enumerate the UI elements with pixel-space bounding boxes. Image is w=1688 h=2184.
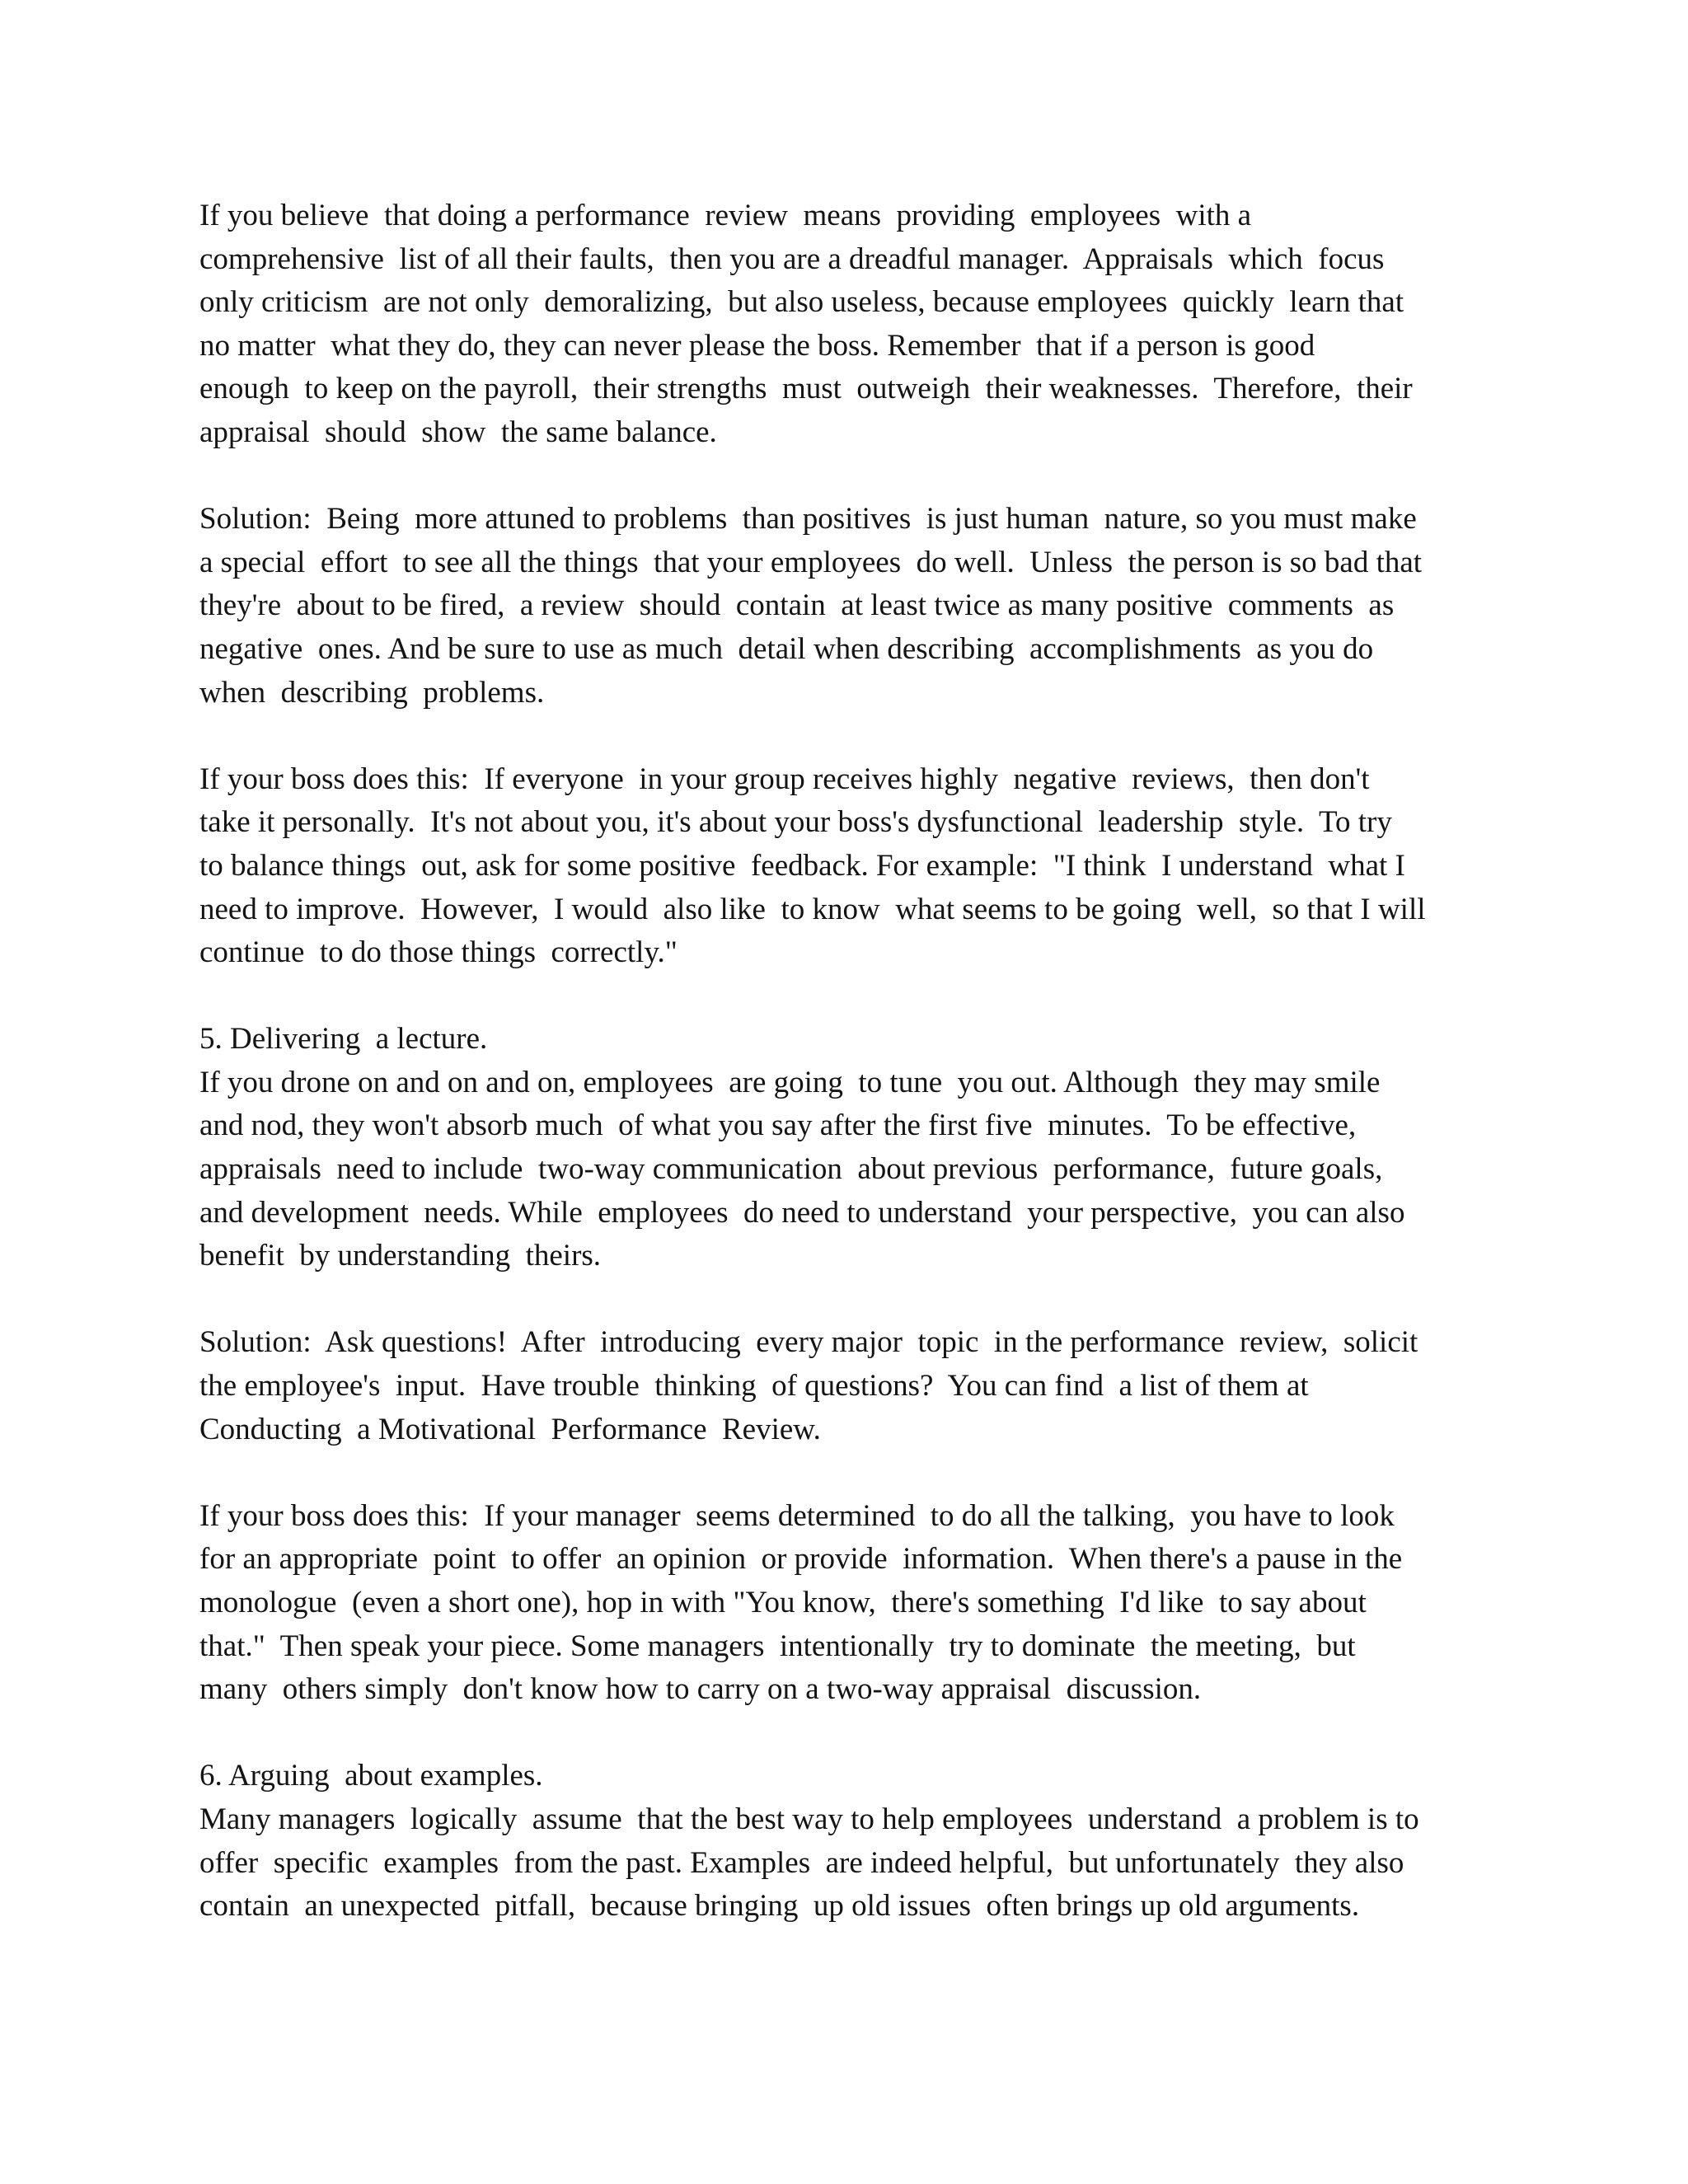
paragraph	[199, 194, 1510, 455]
text-line: 6. Arguing about examples.	[199, 1759, 543, 1793]
text-line: If you drone on and on and on, employees are going to tune you out. Although they may smile	[199, 1065, 1381, 1099]
text-line: enough to keep on the payroll, their strengths must outweigh their weaknesses. Therefore, their	[199, 372, 1413, 406]
text-line: continue to do those things correctly."	[199, 935, 678, 970]
text-line: benefit by understanding theirs.	[199, 1239, 602, 1273]
text-line: negative ones. And be sure to use as much detail when describing accomplishments as you do	[199, 631, 1374, 666]
text-line: and development needs. While employees do need to understand your perspective, you can also	[199, 1195, 1405, 1230]
text-line: If you believe that doing a performance review means providing employees with a	[199, 199, 1252, 232]
text-line: contain an unexpected pitfall, because bringing up old issues often brings up old arguments.	[199, 1889, 1360, 1924]
text-line: only criticism are not only demoralizing, but also useless, because employees quickly learn that	[199, 285, 1404, 320]
text-line: and nod, they won't absorb much of what you say after the first five minutes. To be effective,	[199, 1108, 1357, 1143]
text-line: 5. Delivering a lecture.	[199, 1022, 488, 1057]
text-line: need to improve. However, I would also like to know what seems to be going well, so that I will	[199, 892, 1426, 926]
text-line: comprehensive list of all their faults, then you are a dreadful manager. Appraisals which focus	[199, 241, 1385, 276]
text-line: take it personally. It's not about you, it's about your boss's dysfunctional leadership style. To try	[199, 805, 1392, 840]
paragraph	[199, 1321, 1510, 1451]
text-line: no matter what they do, they can never please the boss. Remember that if a person is good	[199, 328, 1315, 363]
text-line: Solution: Ask questions! After introducing every major topic in the performance review, solicit	[199, 1325, 1418, 1360]
text-line: offer specific examples from the past. Examples are indeed helpful, but unfortunately they also	[199, 1845, 1404, 1880]
text-line: many others simply don't know how to carry on a two-way appraisal discussion.	[199, 1672, 1202, 1707]
paragraph	[199, 1018, 1510, 1278]
text-line: for an appropriate point to offer an opinion or provide information. When there's a pause in the	[199, 1542, 1403, 1577]
text-line: appraisals need to include two-way communication about previous performance, future goals,	[199, 1152, 1383, 1187]
text-line: Many managers logically assume that the best way to help employees understand a problem is to	[199, 1802, 1419, 1836]
text-line: when describing problems.	[199, 675, 545, 710]
paragraph	[199, 1495, 1510, 1712]
text-line: that." Then speak your piece. Some managers intentionally try to dominate the meeting, but	[199, 1629, 1356, 1663]
document-body	[199, 194, 1510, 1971]
paragraph	[199, 1755, 1510, 1928]
paragraph	[199, 758, 1510, 975]
text-line: a special effort to see all the things that your employees do well. Unless the person is so bad that	[199, 545, 1423, 579]
text-line: they're about to be fired, a review should contain at least twice as many positive comments as	[199, 588, 1395, 623]
text-line: Conducting a Motivational Performance Review.	[199, 1412, 821, 1446]
text-line: If your boss does this: If everyone in your group receives highly negative reviews, then don't	[199, 762, 1370, 796]
text-line: If your boss does this: If your manager seems determined to do all the talking, you have to look	[199, 1498, 1395, 1533]
text-line: appraisal should show the same balance.	[199, 415, 717, 449]
text-line: Solution: Being more attuned to problems than positives is just human nature, so you must make	[199, 502, 1417, 537]
text-line: to balance things out, ask for some positive feedback. For example: "I think I understand what I	[199, 848, 1405, 883]
paragraph	[199, 498, 1510, 715]
text-line: the employee's input. Have trouble thinking of questions? You can find a list of them at	[199, 1369, 1309, 1404]
text-line: monologue (even a short one), hop in with "You know, there's something I'd like to say about	[199, 1586, 1367, 1619]
